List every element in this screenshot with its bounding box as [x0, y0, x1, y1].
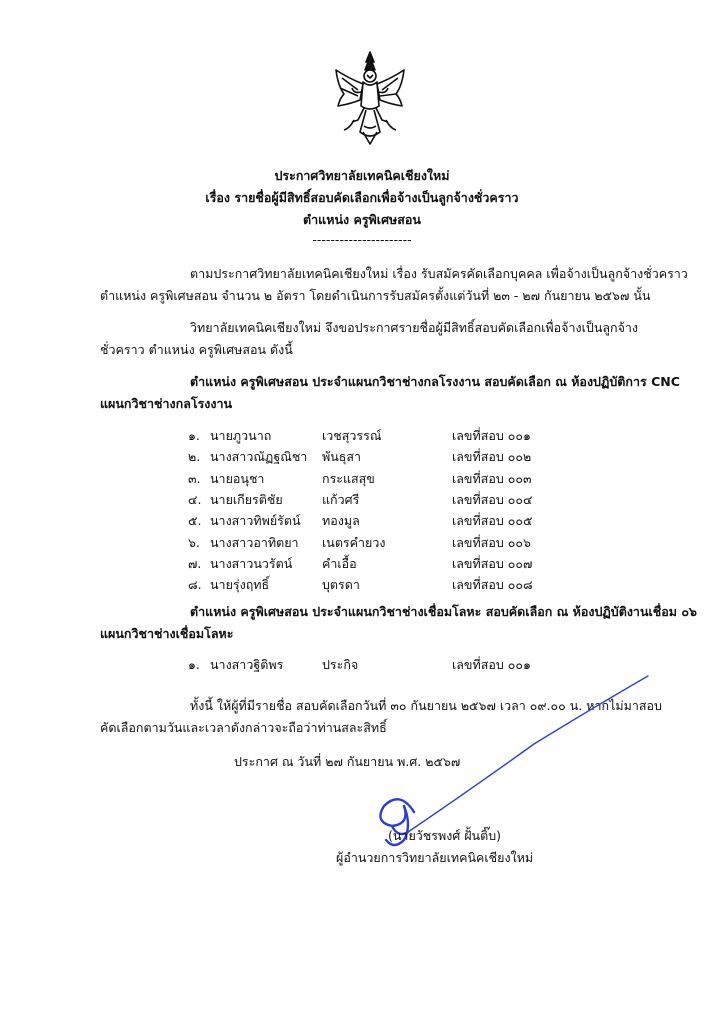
candidate-last-name: บุตรดา: [322, 577, 360, 593]
candidate-last-name: ทองมูล: [322, 513, 360, 529]
candidate-first-name: นายรุ่งฤทธิ์: [210, 577, 270, 593]
candidate-exam-number: เลขที่สอบ ๐๐๒: [452, 449, 532, 465]
candidate-number: ๘.: [188, 577, 202, 593]
candidate-row: [0, 490, 724, 508]
header-divider: ----------------------: [312, 232, 412, 247]
candidate-number: ๔.: [188, 491, 202, 507]
candidate-number: ๗.: [188, 555, 202, 571]
candidate-row: [0, 533, 724, 551]
candidate-number: ๓.: [188, 470, 201, 486]
candidate-row: [0, 575, 724, 593]
candidate-exam-number: เลขที่สอบ ๐๐๗: [452, 555, 533, 571]
garuda-emblem-icon: [330, 48, 410, 148]
candidate-first-name: นางสาวฐิติพร: [210, 657, 284, 672]
candidate-exam-number: เลขที่สอบ ๐๐๔: [452, 491, 533, 507]
candidate-first-name: นางสาวทิพย์รัตน์: [210, 513, 301, 529]
signatory-title: ผู้อำนวยการวิทยาลัยเทคนิคเชียงใหม่: [336, 850, 534, 865]
candidate-row: [0, 655, 724, 673]
candidate-exam-number: เลขที่สอบ ๐๐๑: [452, 428, 531, 443]
announcement-date: ประกาศ ณ วันที่ ๒๗ กันยายน พ.ศ. ๒๕๖๗: [234, 754, 461, 769]
candidate-number: ๖.: [188, 534, 200, 550]
candidate-row: [0, 511, 724, 529]
candidate-last-name: ประกิจ: [322, 657, 359, 672]
candidate-last-name: กระแสสุข: [322, 470, 375, 486]
candidate-first-name: นายภูวนาถ: [210, 428, 272, 443]
group-2-heading-line-2: แผนกวิชาช่างเชื่อมโลหะ: [100, 626, 234, 641]
closing-line-1: ทั้งนี้ ให้ผู้ที่มีรายชื่อ สอบคัดเลือกวันที่ ๓๐ กันยายน ๒๕๖๗ เวลา ๐๙.๐๐ น. หากไม่มาสอบ: [190, 698, 662, 713]
candidate-exam-number: เลขที่สอบ ๐๐๕: [452, 513, 533, 529]
candidate-first-name: นายอนุชา: [210, 470, 265, 486]
candidate-row: [0, 554, 724, 572]
candidate-number: ๒.: [188, 449, 201, 465]
candidate-first-name: นางสาวนวรัตน์: [210, 555, 293, 571]
intro-paragraph-2-line-2: ชั่วคราว ตำแหน่ง ครูพิเศษสอน ดังนี้: [100, 342, 293, 357]
group-2-heading-line-1: ตำแหน่ง ครูพิเศษสอน ประจำแผนกวิชาช่างเชื่อมโลหะ สอบคัดเลือก ณ ห้องปฏิบัติงานเชื่อม ๐๖: [190, 604, 697, 619]
intro-paragraph-1-line-1: ตามประกาศวิทยาลัยเทคนิคเชียงใหม่ เรื่อง รับสมัครคัดเลือกบุคคล เพื่อจ้างเป็นลูกจ้างชั่วคราว: [190, 266, 688, 281]
candidate-number: ๕.: [188, 513, 202, 529]
group-1-heading-line-2: แผนกวิชาช่างกลโรงงาน: [100, 396, 233, 411]
candidate-number: ๑.: [188, 657, 200, 672]
header-title: ประกาศวิทยาลัยเทคนิคเชียงใหม่: [274, 168, 450, 183]
candidate-exam-number: เลขที่สอบ ๐๐๘: [452, 577, 533, 593]
intro-paragraph-2-line-1: วิทยาลัยเทคนิคเชียงใหม่ จึงขอประกาศรายชื่อผู้มีสิทธิ์สอบคัดเลือกเพื่อจ้างเป็นลูกจ้าง: [190, 320, 639, 335]
intro-paragraph-1-line-2: ตำแหน่ง ครูพิเศษสอน จำนวน ๒ อัตรา โดยดำเนินการรับสมัครตั้งแต่วันที่ ๒๓ - ๒๗ กันยายน ๒๕๖๗ นั้น: [100, 288, 651, 303]
candidate-last-name: คำเอื้อ: [322, 555, 357, 571]
closing-line-2: คัดเลือกตามวันและเวลาดังกล่าวจะถือว่าท่านสละสิทธิ์: [100, 720, 387, 735]
header-subject: เรื่อง รายชื่อผู้มีสิทธิ์สอบคัดเลือกเพื่อจ้างเป็นลูกจ้างชั่วคราว: [205, 190, 519, 205]
candidate-first-name: นายเกียรติชัย: [210, 491, 283, 507]
candidate-exam-number: เลขที่สอบ ๐๐๓: [452, 470, 532, 486]
candidate-first-name: นางสาวณัฏฐณิชา: [210, 449, 308, 465]
candidate-number: ๑.: [188, 428, 200, 443]
header-position: ตำแหน่ง ครูพิเศษสอน: [303, 212, 421, 227]
candidate-first-name: นางสาวอาทิตยา: [210, 534, 299, 550]
candidate-exam-number: เลขที่สอบ ๐๐๖: [452, 534, 531, 550]
candidate-last-name: พันธุสา: [322, 449, 362, 465]
signatory-name: (นายวัชรพงศ์ ฝั้นติ๊บ): [388, 828, 502, 843]
candidate-last-name: เนตรคำยวง: [322, 534, 386, 550]
candidate-last-name: แก้วศรี: [322, 491, 360, 507]
candidate-row: [0, 426, 724, 444]
candidate-row: [0, 447, 724, 465]
candidate-last-name: เวชสุวรรณ์: [322, 428, 382, 443]
group-1-heading-line-1: ตำแหน่ง ครูพิเศษสอน ประจำแผนกวิชาช่างกลโรงงาน สอบคัดเลือก ณ ห้องปฏิบัติการ CNC: [190, 374, 680, 389]
candidate-exam-number: เลขที่สอบ ๐๐๑: [452, 657, 531, 672]
candidate-row: [0, 469, 724, 487]
